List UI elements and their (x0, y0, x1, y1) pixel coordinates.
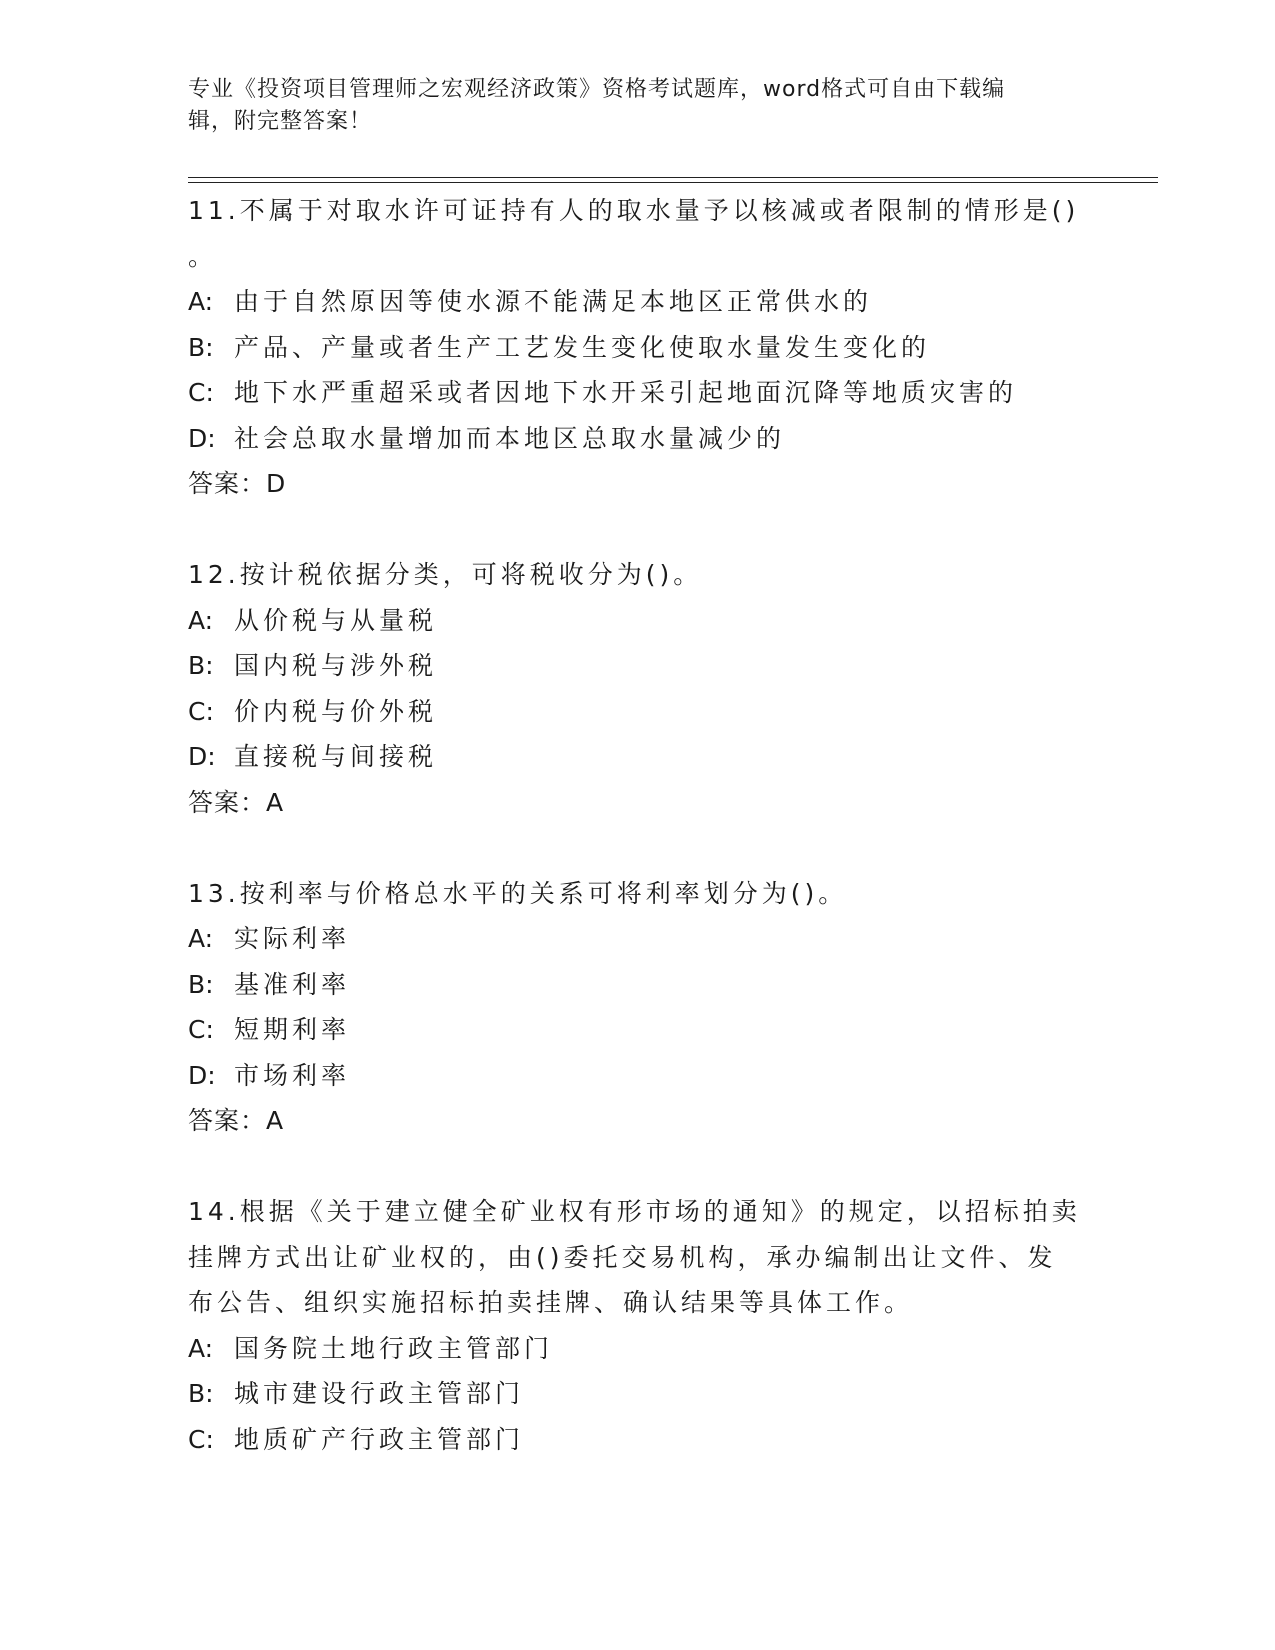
question-stem-line: 。 (188, 241, 218, 271)
question-12 (188, 552, 1088, 825)
option-b (188, 643, 1088, 689)
option-letter: B: (188, 332, 214, 362)
question-11 (188, 188, 1088, 507)
option-a (188, 598, 1088, 644)
option-letter: A: (188, 1333, 214, 1363)
spacer (188, 825, 1088, 871)
option-text: 市场利率 (234, 1060, 351, 1090)
option-letter: D: (188, 742, 216, 771)
option-d (188, 734, 1088, 780)
answer-line: 答案：A (188, 787, 285, 817)
option-d (188, 416, 1088, 462)
option-text: 基准利率 (234, 969, 351, 999)
option-c (188, 1007, 1088, 1053)
spacer (188, 507, 1088, 553)
option-text: 社会总取水量增加而本地区总取水量减少的 (234, 423, 786, 453)
option-text: 直接税与间接税 (234, 742, 438, 771)
option-text: 产品、产量或者生产工艺发生变化使取水量发生变化的 (234, 332, 931, 362)
option-d (188, 1053, 1088, 1099)
option-letter: C: (188, 1424, 214, 1454)
option-text: 国务院土地行政主管部门 (234, 1333, 554, 1363)
option-text: 由于自然原因等使水源不能满足本地区正常供水的 (234, 287, 873, 316)
option-letter: B: (188, 1379, 214, 1408)
option-text: 地质矿产行政主管部门 (234, 1424, 525, 1454)
answer-line: 答案：A (188, 1106, 285, 1135)
option-letter: C: (188, 378, 214, 407)
option-c (188, 1417, 1088, 1463)
option-a (188, 279, 1088, 325)
option-letter: C: (188, 1015, 214, 1044)
question-stem-line: 13.按利率与价格总水平的关系可将利率划分为()。 (188, 878, 848, 908)
option-c (188, 370, 1088, 416)
option-letter: D: (188, 1060, 216, 1090)
option-text: 价内税与价外税 (234, 696, 438, 726)
question-list (188, 188, 1088, 1462)
answer-line: 答案：D (188, 469, 287, 498)
option-b (188, 962, 1088, 1008)
question-stem-line: 11.不属于对取水许可证持有人的取水量予以核减或者限制的情形是() (188, 196, 1080, 225)
option-text: 短期利率 (234, 1015, 351, 1044)
option-letter: B: (188, 651, 214, 680)
option-letter: B: (188, 969, 214, 999)
header-divider-top (188, 177, 1158, 178)
document-header (188, 74, 1088, 138)
header-line-2: 辑，附完整答案！ (188, 109, 373, 134)
option-a (188, 1326, 1088, 1372)
spacer (188, 1144, 1088, 1190)
header-line-1: 专业《投资项目管理师之宏观经济政策》资格考试题库，word格式可自由下载编 (188, 77, 1006, 102)
question-stem-line: 12.按计税依据分类，可将税收分为()。 (188, 560, 703, 589)
question-13 (188, 871, 1088, 1144)
option-a (188, 916, 1088, 962)
question-14 (188, 1189, 1088, 1462)
question-stem-line: 布公告、组织实施招标拍卖挂牌、确认结果等具体工作。 (188, 1288, 914, 1317)
option-letter: C: (188, 696, 214, 726)
option-letter: A: (188, 605, 214, 635)
option-text: 国内税与涉外税 (234, 651, 438, 680)
option-b (188, 1371, 1088, 1417)
option-letter: A: (188, 924, 214, 953)
option-text: 实际利率 (234, 924, 351, 953)
option-letter: A: (188, 287, 214, 316)
option-letter: D: (188, 423, 216, 453)
option-c (188, 689, 1088, 735)
option-text: 城市建设行政主管部门 (234, 1379, 525, 1408)
option-b (188, 325, 1088, 371)
header-divider-bottom (188, 182, 1158, 183)
option-text: 地下水严重超采或者因地下水开采引起地面沉降等地质灾害的 (234, 378, 1018, 407)
option-text: 从价税与从量税 (234, 605, 438, 635)
question-stem-line: 14.根据《关于建立健全矿业权有形市场的通知》的规定，以招标拍卖 (188, 1197, 1081, 1226)
question-stem-line: 挂牌方式出让矿业权的，由()委托交易机构，承办编制出让文件、发 (188, 1242, 1057, 1272)
